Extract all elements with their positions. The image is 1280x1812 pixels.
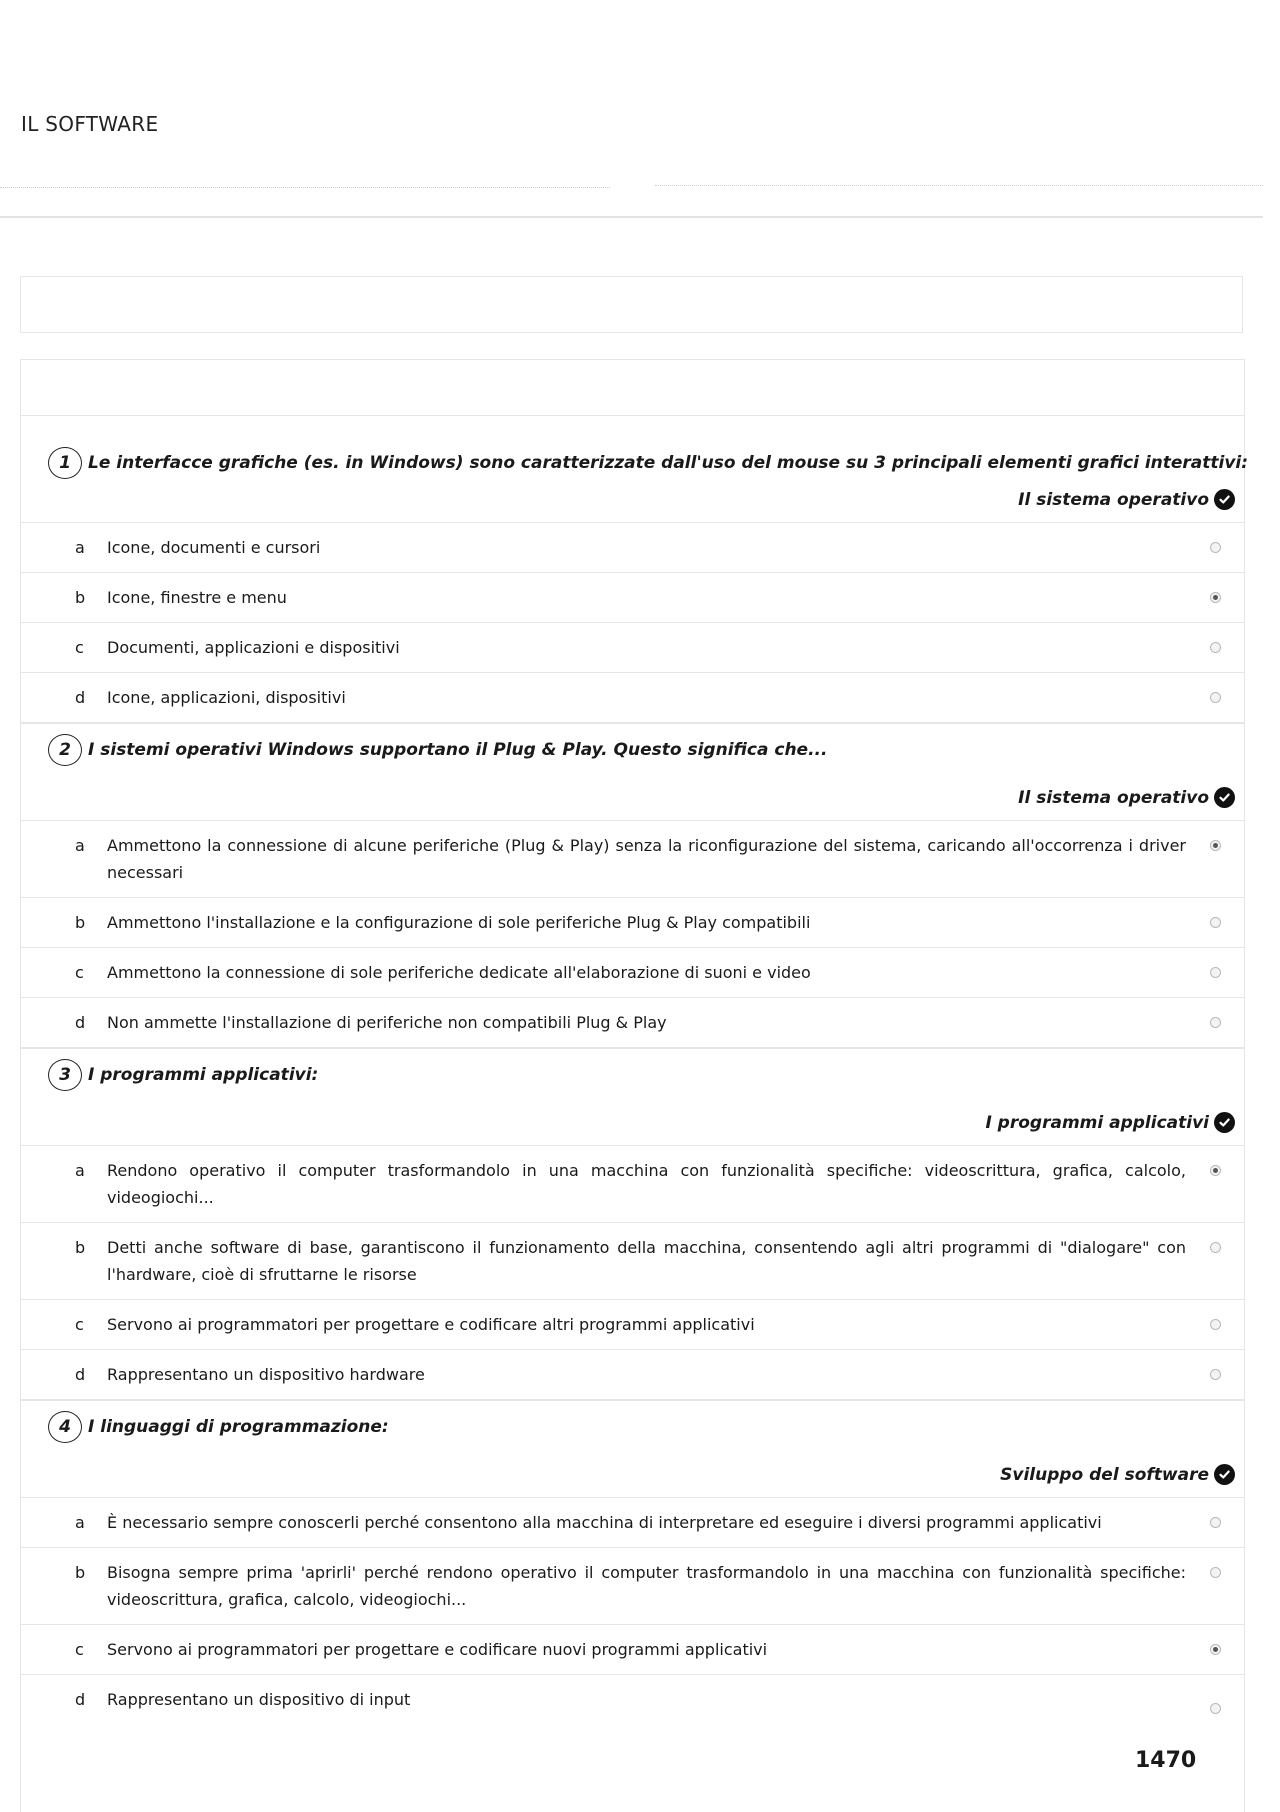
- question-number: 1: [48, 447, 82, 479]
- answer-letter: c: [75, 1315, 84, 1334]
- answer-radio[interactable]: [1210, 1242, 1221, 1253]
- answer-text: Ammettono la connessione di alcune periferiche (Plug & Play) senza la riconfigurazione del sistema, caricando all'occorrenza i driver necessari: [107, 836, 1186, 882]
- answer-text: Rendono operativo il computer trasformandolo in una macchina con funzionalità specifiche: videoscrittura, grafica, calcolo, videogiochi...: [107, 1161, 1186, 1207]
- answer-letter: c: [75, 638, 84, 657]
- quiz-header: [21, 360, 1244, 416]
- answer-text: Icone, applicazioni, dispositivi: [107, 688, 346, 707]
- answer-radio-selected[interactable]: [1210, 1165, 1221, 1176]
- answer-option[interactable]: [21, 623, 1244, 673]
- answer-option[interactable]: [21, 1498, 1244, 1548]
- page-title: IL SOFTWARE: [21, 112, 159, 136]
- answer-text: Servono ai programmatori per progettare e codificare altri programmi applicativi: [107, 1315, 755, 1334]
- question-line: [21, 1049, 1244, 1093]
- answer-radio[interactable]: [1210, 1017, 1221, 1028]
- question-number: 2: [48, 734, 82, 766]
- answer-letter: c: [75, 1640, 84, 1659]
- answer-letter: a: [75, 538, 85, 557]
- question-category: [21, 1093, 1244, 1145]
- answer-option[interactable]: [21, 573, 1244, 623]
- answer-radio[interactable]: [1210, 967, 1221, 978]
- question-line: [21, 724, 1244, 768]
- check-circle-icon: [1214, 489, 1235, 510]
- header-divider: [0, 216, 1263, 218]
- answer-text: Icone, finestre e menu: [107, 588, 287, 607]
- question-line: [21, 416, 1249, 481]
- question-category: [21, 481, 1244, 522]
- answer-letter: b: [75, 588, 86, 607]
- answer-letter: d: [75, 1690, 86, 1709]
- answer-letter: b: [75, 913, 86, 932]
- answer-option[interactable]: [21, 1548, 1244, 1625]
- answer-radio[interactable]: [1210, 542, 1221, 553]
- answer-text: Ammettono la connessione di sole periferiche dedicate all'elaborazione di suoni e video: [107, 963, 811, 982]
- answer-text: È necessario sempre conoscerli perché consentono alla macchina di interpretare ed eseguire i diversi programmi applicativi: [107, 1513, 1102, 1532]
- question-4: [21, 1400, 1244, 1498]
- answer-letter: c: [75, 963, 84, 982]
- question-2: [21, 723, 1244, 821]
- answer-radio[interactable]: [1210, 1319, 1221, 1330]
- answer-radio[interactable]: [1210, 1517, 1221, 1528]
- answer-option[interactable]: [21, 1300, 1244, 1350]
- dotted-divider-right: [655, 185, 1263, 186]
- question-text: I sistemi operativi Windows supportano il Plug & Play. Questo significa che...: [88, 740, 828, 760]
- check-circle-icon: [1214, 1112, 1235, 1133]
- answer-letter: a: [75, 1161, 85, 1180]
- answer-option[interactable]: [21, 1675, 1244, 1735]
- answer-option[interactable]: [21, 998, 1244, 1048]
- check-circle-icon: [1214, 787, 1235, 808]
- question-category: [21, 1445, 1244, 1497]
- answer-option[interactable]: [21, 948, 1244, 998]
- check-circle-icon: [1214, 1464, 1235, 1485]
- answer-text: Non ammette l'installazione di periferiche non compatibili Plug & Play: [107, 1013, 667, 1032]
- answer-letter: a: [75, 1513, 85, 1532]
- question-text: Le interfacce grafiche (es. in Windows) sono caratterizzate dall'uso del mouse su 3 principali elementi grafici interattivi:: [88, 453, 1249, 473]
- answer-option[interactable]: [21, 1223, 1244, 1300]
- question-number: 3: [48, 1059, 82, 1091]
- question-1: [21, 416, 1249, 523]
- answer-radio[interactable]: [1210, 692, 1221, 703]
- answer-option[interactable]: [21, 1146, 1244, 1223]
- answer-radio[interactable]: [1210, 1369, 1221, 1380]
- answer-option[interactable]: [21, 1625, 1244, 1675]
- answer-text: Bisogna sempre prima 'aprirli' perché rendono operativo il computer trasformandolo in una macchina con funzionalità specifiche: videoscrittura, grafica, calcolo, videogiochi...: [107, 1563, 1186, 1609]
- quiz-panel: [20, 359, 1249, 1812]
- answer-letter: b: [75, 1563, 86, 1582]
- answer-radio-selected[interactable]: [1210, 592, 1221, 603]
- answer-option[interactable]: [21, 821, 1244, 898]
- answer-option[interactable]: [21, 898, 1244, 948]
- answer-option[interactable]: [21, 1350, 1244, 1400]
- question-category: [21, 768, 1244, 820]
- answer-letter: d: [75, 688, 86, 707]
- category-label: Il sistema operativo: [1018, 787, 1209, 808]
- question-3: [21, 1048, 1244, 1146]
- answer-option[interactable]: [21, 523, 1244, 573]
- question-text: I linguaggi di programmazione:: [88, 1417, 389, 1437]
- question-text: I programmi applicativi:: [88, 1065, 319, 1085]
- answer-radio[interactable]: [1210, 917, 1221, 928]
- category-label: I programmi applicativi: [985, 1112, 1209, 1133]
- answer-radio[interactable]: [1210, 1567, 1221, 1578]
- answer-letter: d: [75, 1013, 86, 1032]
- answer-text: Ammettono l'installazione e la configurazione di sole periferiche Plug & Play compatibili: [107, 913, 811, 932]
- answer-radio-selected[interactable]: [1210, 1644, 1221, 1655]
- answer-letter: d: [75, 1365, 86, 1384]
- question-line: [21, 1401, 1244, 1445]
- answer-text: Rappresentano un dispositivo di input: [107, 1690, 411, 1709]
- question-number: 4: [48, 1411, 82, 1443]
- dotted-divider-left: [0, 187, 610, 188]
- category-label: Sviluppo del software: [1000, 1464, 1209, 1485]
- page-number: 1470: [1135, 1748, 1197, 1773]
- answer-text: Icone, documenti e cursori: [107, 538, 321, 557]
- answer-text: Documenti, applicazioni e dispositivi: [107, 638, 400, 657]
- answer-radio[interactable]: [1210, 642, 1221, 653]
- answer-letter: b: [75, 1238, 86, 1257]
- answer-text: Rappresentano un dispositivo hardware: [107, 1365, 425, 1384]
- answer-letter: a: [75, 836, 85, 855]
- category-label: Il sistema operativo: [1018, 489, 1209, 510]
- answer-radio[interactable]: [1210, 1703, 1221, 1714]
- answer-text: Detti anche software di base, garantiscono il funzionamento della macchina, consentendo agli altri programmi di "dialogare" con l'hardware, cioè di sfruttarne le risorse: [107, 1238, 1186, 1284]
- answer-option[interactable]: [21, 673, 1244, 723]
- answer-radio-selected[interactable]: [1210, 840, 1221, 851]
- empty-panel: [20, 276, 1243, 333]
- answer-text: Servono ai programmatori per progettare e codificare nuovi programmi applicativi: [107, 1640, 768, 1659]
